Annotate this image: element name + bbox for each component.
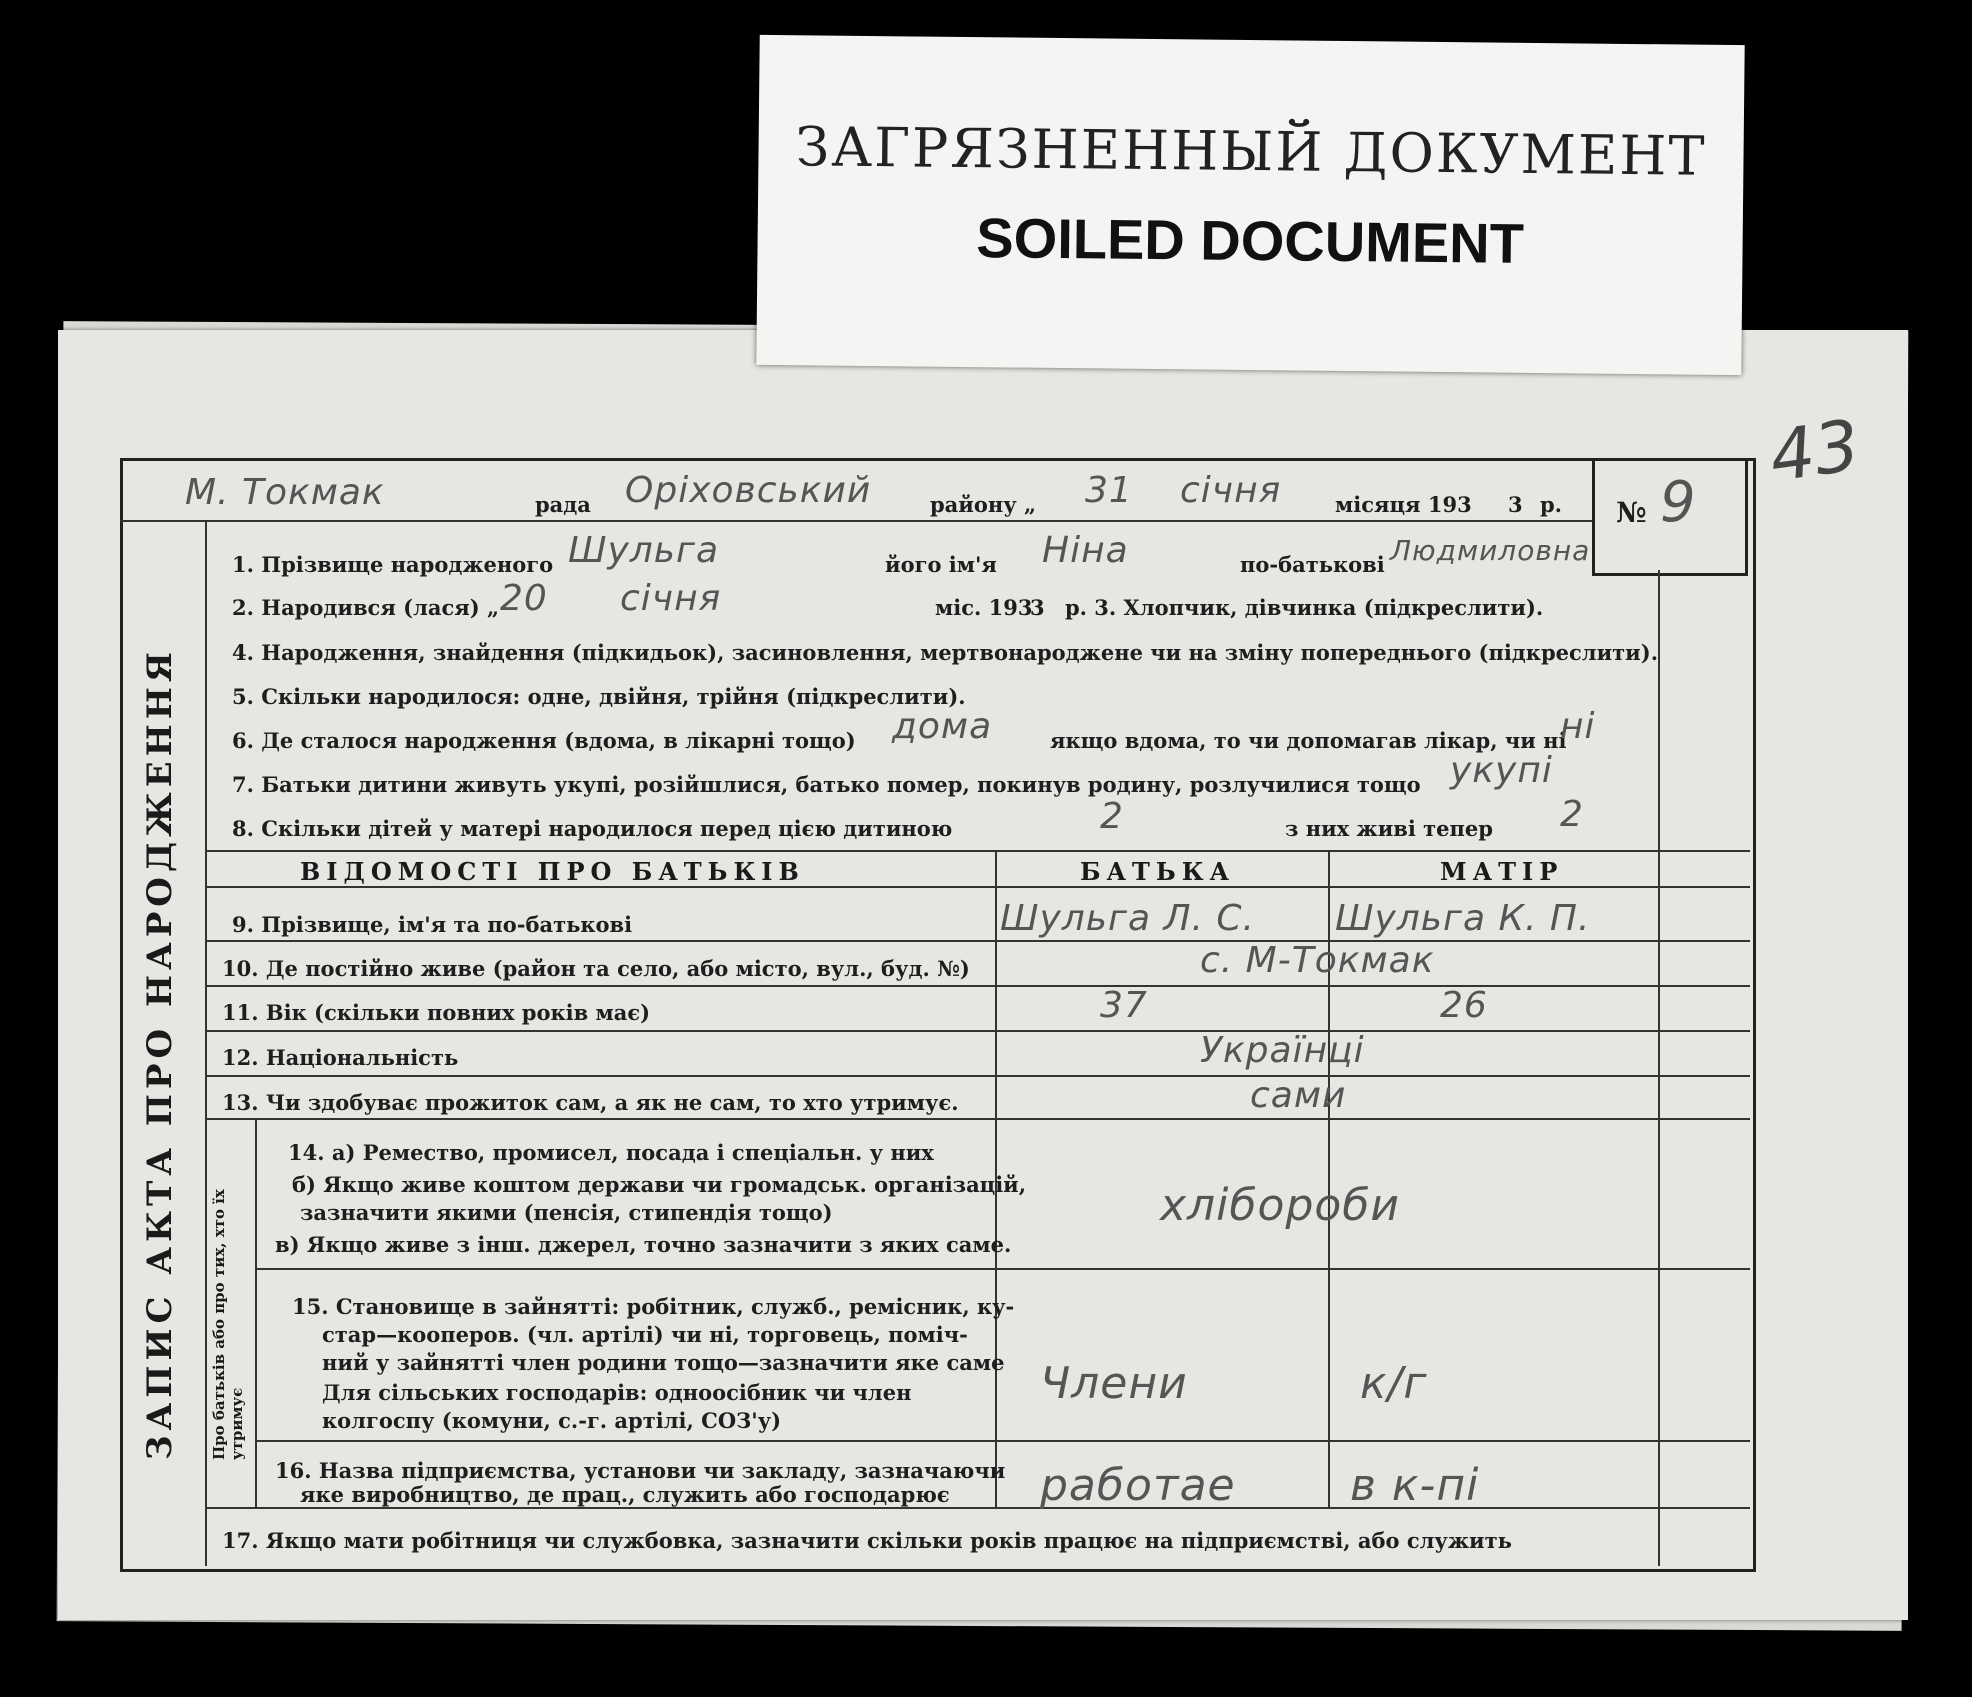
workplace-handwritten-2: в к-пі: [1350, 1460, 1480, 1511]
rada-label: рада: [535, 492, 591, 517]
nationality-handwritten: Українці: [1200, 1030, 1365, 1071]
line-7-label: 7. Батьки дитини живуть укупі, розійшлися, батько помер, покинув родину, розлучилися тощо: [232, 772, 1421, 797]
row-11-label: 11. Вік (скільки повних років має): [222, 1000, 651, 1025]
table-header-line: [205, 886, 1750, 888]
row-line-16: [205, 1507, 1750, 1509]
doctor-handwritten: ні: [1560, 706, 1596, 747]
line-5: 5. Скільки народилося: одне, двійня, трійня (підкреслити).: [232, 684, 966, 709]
surname-handwritten: Шульга: [568, 530, 720, 571]
row-line-13: [205, 1118, 1750, 1120]
row-14b2-label: зазначити якими (пенсія, стипендія тощо): [300, 1200, 833, 1225]
section-header: ВІДОМОСТІ ПРО БАТЬКІВ: [300, 857, 805, 886]
line-4: 4. Народження, знайдення (підкидьок), засиновлення, мертвонароджене чи на зміну попереднього (підкреслити).: [232, 640, 1659, 665]
line-2-label: 2. Народився (лася) „: [232, 595, 500, 620]
father-age-handwritten: 37: [1100, 985, 1148, 1026]
row-14c-label: в) Якщо живе з інш. джерел, точно зазначити з яких саме.: [275, 1232, 1012, 1257]
workplace-handwritten-1: работае: [1040, 1460, 1236, 1511]
subgroup-divider: [255, 1118, 257, 1507]
patronymic-label: по-батькові: [1240, 552, 1385, 577]
parents-status-handwritten: укупі: [1450, 750, 1553, 791]
livelihood-handwritten: сами: [1250, 1075, 1347, 1116]
header-divider: [120, 520, 1592, 522]
year-digit: 3: [1508, 492, 1523, 517]
children-living-handwritten: 2: [1560, 794, 1584, 835]
line-6-label: 6. Де сталося народження (вдома, в лікарні тощо): [232, 728, 856, 753]
row-9-label: 9. Прізвище, ім'я та по-батькові: [232, 912, 633, 937]
row-15e-label: колгоспу (комуни, с.-г. артілі, СОЗ'у): [322, 1408, 782, 1433]
place-handwritten: М. Токмак: [185, 472, 385, 513]
birth-month-handwritten: січня: [620, 578, 722, 619]
month-label: місяця 193: [1335, 492, 1472, 517]
row-15d-label: Для сільських господарів: одноосібник чи член: [322, 1380, 912, 1405]
row-line-15: [255, 1440, 1750, 1442]
row-line-10: [205, 985, 1750, 987]
patronymic-handwritten: Людмиловна: [1390, 534, 1591, 567]
side-column-divider: [205, 520, 207, 1566]
right-margin-line: [1658, 570, 1660, 1566]
table-top-line: [205, 850, 1750, 852]
row-14a-label: 14. а) Ремество, промисел, посада і спеціальн. у них: [288, 1140, 934, 1165]
corner-handwritten-number: 43: [1764, 404, 1865, 498]
name-handwritten: Ніна: [1042, 530, 1129, 571]
line-8-label: 8. Скільки дітей у матері народилося перед цією дитиною: [232, 816, 953, 841]
row-line-9: [205, 940, 1750, 942]
row-12-label: 12. Національність: [222, 1045, 459, 1070]
row-15a-label: 15. Становище в зайнятті: робітник, служб., ремісник, ку-: [292, 1294, 1015, 1319]
line-2-rest: р. 3. Хлопчик, дівчинка (підкреслити).: [1065, 595, 1544, 620]
birth-day-handwritten: 20: [500, 578, 548, 619]
row-13-label: 13. Чи здобуває прожиток сам, а як не сам, то хто утримує.: [222, 1090, 959, 1115]
mother-header: МАТІР: [1440, 857, 1564, 886]
day-handwritten: 31: [1085, 470, 1133, 511]
mother-name-handwritten: Шульга К. П.: [1335, 898, 1591, 939]
occupation-handwritten: хлібороби: [1160, 1180, 1401, 1231]
row-line-12: [205, 1075, 1750, 1077]
line-6-rest: якщо вдома, то чи допомагав лікар, чи ні: [1050, 728, 1567, 753]
row-16b-label: яке виробництво, де прац., служить або господарює: [300, 1482, 950, 1507]
number-handwritten: 9: [1660, 470, 1697, 535]
number-label: №: [1616, 496, 1647, 529]
row-line-11: [205, 1030, 1750, 1032]
employment-handwritten-2: к/г: [1360, 1358, 1428, 1409]
soiled-document-label: [756, 35, 1744, 375]
father-header: БАТЬКА: [1080, 857, 1236, 886]
residence-handwritten: с. М-Токмак: [1200, 940, 1435, 981]
row-14b-label: б) Якщо живе коштом держави чи громадськ. організацій,: [292, 1172, 1027, 1197]
name-label: його ім'я: [885, 552, 997, 577]
father-name-handwritten: Шульга Л. С.: [1000, 898, 1255, 939]
employment-handwritten-1: Члени: [1040, 1358, 1188, 1409]
label-russian: ЗАГРЯЗНЕННЫЙ ДОКУМЕНТ: [795, 115, 1707, 188]
row-10-label: 10. Де постійно живе (район та село, або місто, вул., буд. №): [222, 956, 970, 981]
side-title: ЗАПИС АКТА ПРО НАРОДЖЕННЯ: [140, 647, 180, 1460]
row-line-14: [255, 1268, 1750, 1270]
children-before-handwritten: 2: [1100, 796, 1124, 837]
rayon-label: району „: [930, 492, 1037, 517]
r-label: р.: [1540, 492, 1562, 517]
row-15b-label: стар—кооперов. (чл. артілі) чи ні, торговець, поміч-: [322, 1322, 968, 1347]
month-handwritten: січня: [1180, 470, 1282, 511]
mother-age-handwritten: 26: [1440, 985, 1488, 1026]
row-15c-label: ний у зайнятті член родини тощо—зазначити яке саме: [322, 1350, 1005, 1375]
line-8-rest: з них живі тепер: [1285, 816, 1493, 841]
rada-handwritten: Оріховський: [625, 470, 872, 511]
line-2-month-label: міс. 193: [935, 595, 1033, 620]
side-subtitle: Про батьків або про тих, хто їх утримує: [210, 1189, 246, 1460]
line-1-label: 1. Прізвище народженого: [232, 552, 554, 577]
birth-place-handwritten: дома: [892, 706, 993, 747]
label-english: SOILED DOCUMENT: [976, 206, 1525, 275]
line-2-year-digit: 3: [1030, 595, 1045, 620]
row-16a-label: 16. Назва підприємства, установи чи закладу, зазначаючи: [275, 1458, 1006, 1483]
row-17-label: 17. Якщо мати робітниця чи службовка, зазначити скільки років працює на підприємстві, або служить: [222, 1528, 1512, 1553]
